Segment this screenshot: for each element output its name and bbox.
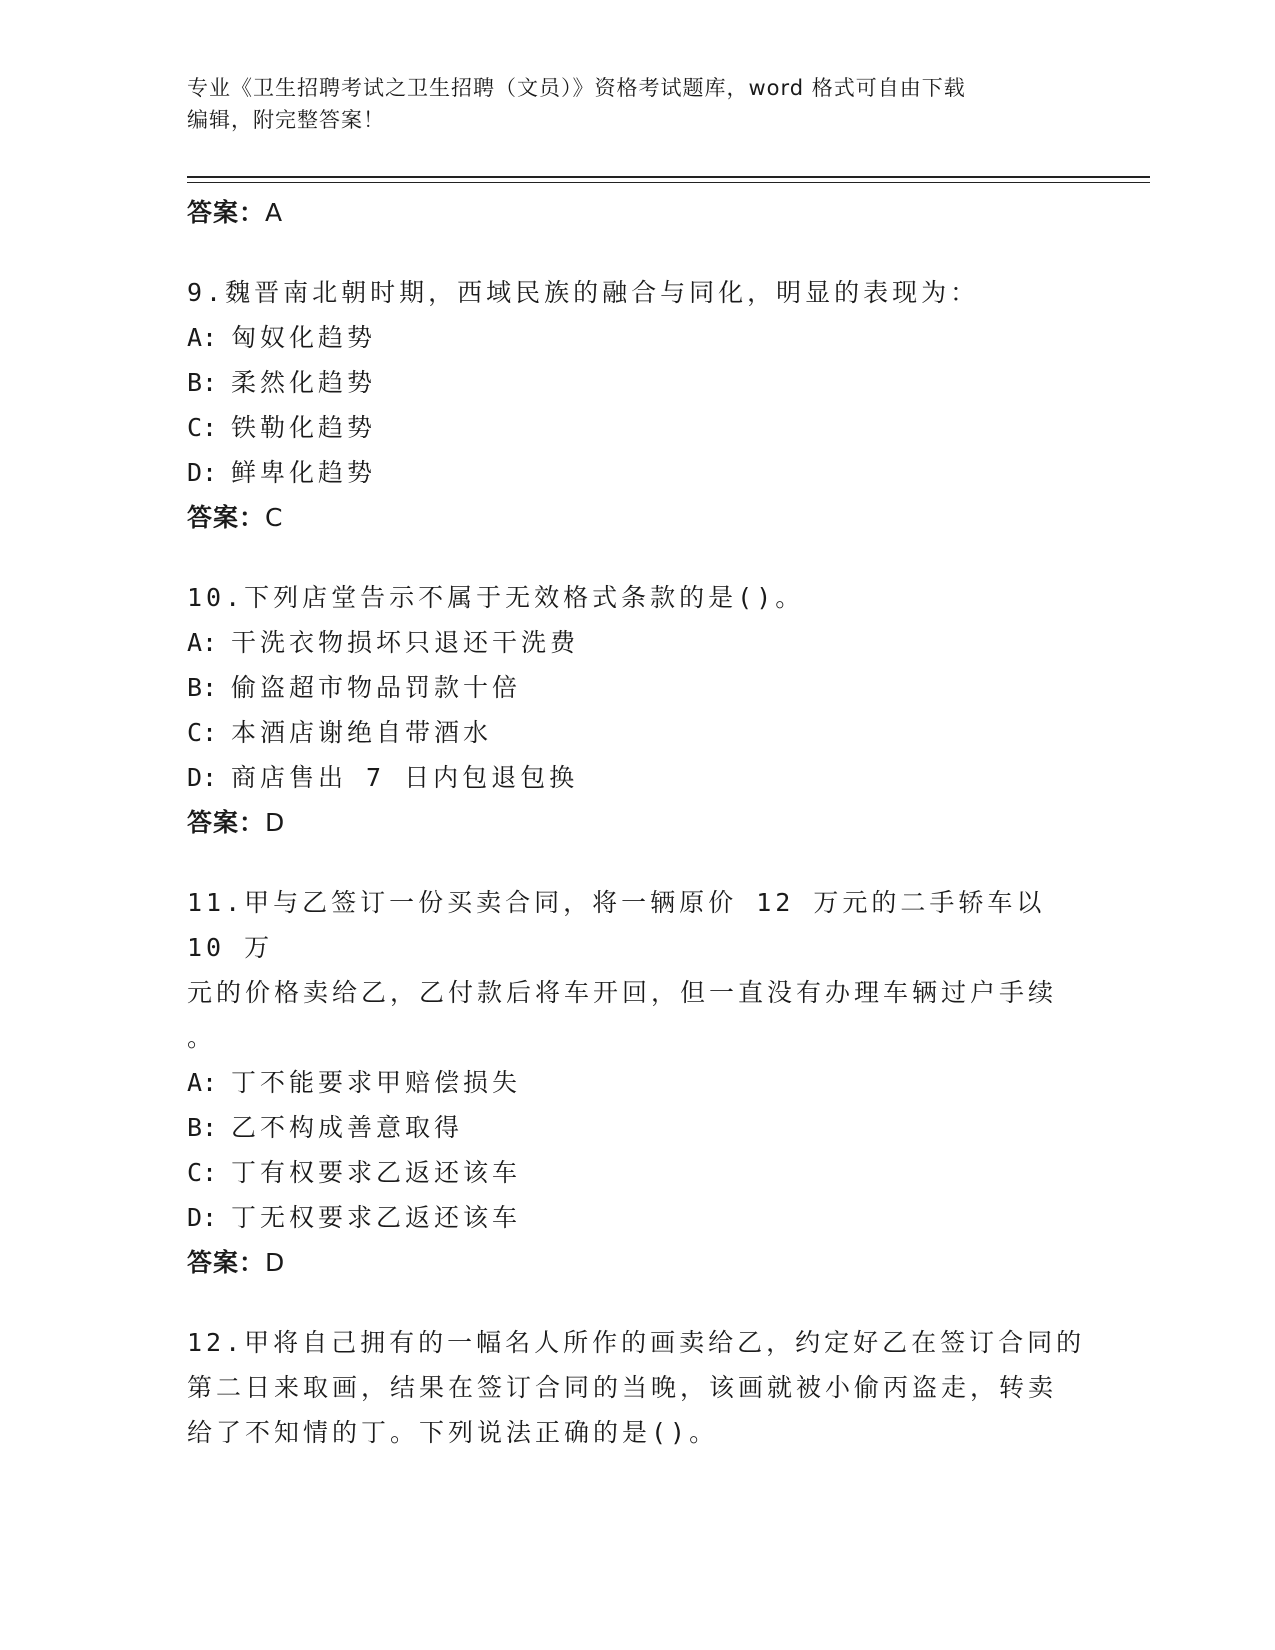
question-stem-line-2: 第二日来取画，结果在签订合同的当晚，该画就被小偷丙盗走，转卖: [187, 1373, 1058, 1402]
header-divider-thin: [187, 182, 1150, 183]
option-a: [187, 315, 1087, 360]
option-a: [187, 1060, 1087, 1105]
option-text: 鲜卑化趋势: [231, 458, 377, 487]
answer-label: 答案：: [187, 503, 266, 532]
option-b: [187, 1105, 1087, 1150]
option-key: B:: [187, 1113, 218, 1142]
option-text: 本酒店谢绝自带酒水: [231, 718, 493, 747]
option-a: [187, 620, 1087, 665]
option-key: B:: [187, 673, 218, 702]
question-9: [187, 270, 1087, 541]
option-b: [187, 665, 1087, 710]
question-10: [187, 575, 1087, 846]
answer-label: 答案：: [187, 1248, 266, 1277]
option-text: 丁不能要求甲赔偿损失: [231, 1068, 522, 1097]
spacer: [187, 1286, 1087, 1320]
option-key: C:: [187, 718, 218, 747]
option-text: 丁有权要求乙返还该车: [231, 1158, 522, 1187]
spacer: [187, 541, 1087, 575]
question-stem-line-3: 给了不知情的丁。下列说法正确的是()。: [187, 1418, 719, 1447]
answer-line: [187, 1240, 1087, 1286]
option-text: 铁勒化趋势: [231, 413, 377, 442]
answer-line: [187, 190, 1087, 236]
question-stem-line-1: 12.甲将自己拥有的一幅名人所作的画卖给乙，约定好乙在签订合同的: [187, 1328, 1086, 1357]
question-11: [187, 880, 1087, 1286]
answer-value: A: [265, 198, 284, 227]
option-text: 偷盗超市物品罚款十倍: [231, 673, 522, 702]
spacer: [187, 846, 1087, 880]
option-text: 丁无权要求乙返还该车: [231, 1203, 522, 1232]
answer-value: C: [265, 503, 284, 532]
option-key: D:: [187, 458, 218, 487]
answer-value: D: [265, 808, 286, 837]
option-text: 匈奴化趋势: [231, 323, 377, 352]
option-text: 乙不构成善意取得: [231, 1113, 464, 1142]
option-d: [187, 755, 1087, 800]
option-key: A:: [187, 323, 218, 352]
answer-line: [187, 495, 1087, 541]
question-list: [187, 190, 1087, 1455]
option-key: D:: [187, 1203, 218, 1232]
option-d: [187, 450, 1087, 495]
question-stem: 10.下列店堂告示不属于无效格式条款的是()。: [187, 583, 805, 612]
option-key: B:: [187, 368, 218, 397]
document-header: [187, 72, 1087, 136]
option-key: D:: [187, 763, 218, 792]
header-line-1: 专业《卫生招聘考试之卫生招聘（文员）》资格考试题库，word 格式可自由下载: [187, 76, 966, 100]
option-key: C:: [187, 1158, 218, 1187]
option-c: [187, 405, 1087, 450]
option-key: A:: [187, 628, 218, 657]
answer-value: D: [265, 1248, 286, 1277]
question-stem-line-1: 11.甲与乙签订一份买卖合同，将一辆原价 12 万元的二手轿车以 10 万: [187, 888, 1065, 962]
option-text: 柔然化趋势: [231, 368, 377, 397]
answer-label: 答案：: [187, 808, 266, 837]
option-key: C:: [187, 413, 218, 442]
option-key: A:: [187, 1068, 218, 1097]
option-c: [187, 1150, 1087, 1195]
option-text: 商店售出 7 日内包退包换: [231, 763, 579, 792]
option-text: 干洗衣物损坏只退还干洗费: [231, 628, 580, 657]
question-12: [187, 1320, 1087, 1455]
header-line-2: 编辑，附完整答案！: [187, 108, 385, 132]
answer-line: [187, 800, 1087, 846]
question-stem: 9.魏晋南北朝时期，西域民族的融合与同化，明显的表现为：: [187, 278, 980, 307]
option-b: [187, 360, 1087, 405]
spacer: [187, 236, 1087, 270]
question-stem-line-3: 。: [187, 1023, 217, 1052]
header-divider-thick: [187, 176, 1150, 178]
option-c: [187, 710, 1087, 755]
answer-label: 答案：: [187, 198, 266, 227]
option-d: [187, 1195, 1087, 1240]
question-stem-line-2: 元的价格卖给乙，乙付款后将车开回，但一直没有办理车辆过户手续: [187, 978, 1058, 1007]
